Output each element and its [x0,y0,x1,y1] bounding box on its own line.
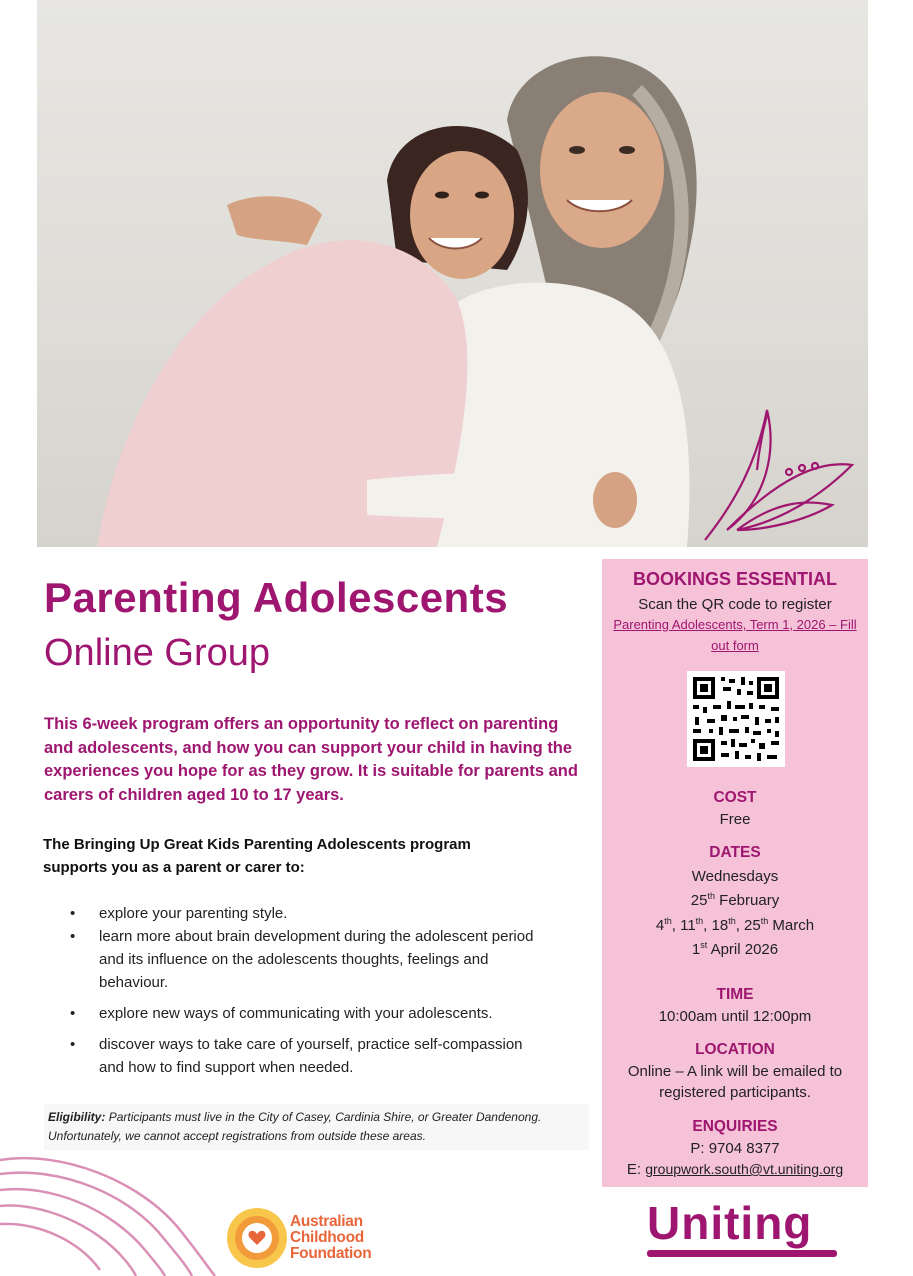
hero-photo [37,0,868,547]
decorative-swoosh [0,1150,240,1276]
enquiries-heading: ENQUIRIES [692,1118,778,1135]
dates-heading: DATES [709,844,761,861]
location-heading: LOCATION [695,1041,775,1058]
dates-weekday: Wednesdays [691,868,779,885]
page-subtitle: Online Group [44,632,271,674]
bullet-icon: • [70,1005,76,1022]
uniting-logo-underline [647,1250,837,1257]
cost-heading: COST [713,789,757,806]
bullet-icon: • [70,928,76,945]
time-heading: TIME [716,986,754,1003]
bullet-icon: • [70,1036,76,1053]
enquiries-email-line: E: groupwork.south@vt.uniting.org [626,1161,844,1178]
qr-code[interactable] [687,671,785,767]
program-lead: The Bringing Up Great Kids Parenting Adolescents program supports you as a parent or carer to: [43,836,471,876]
list-item-text: explore your parenting style. [99,905,288,922]
scan-instruction: Scan the QR code to register [638,596,832,613]
dates-march: 4th, 11th, 18th, 25th March [655,916,815,934]
bookings-heading: BOOKINGS ESSENTIAL [632,569,838,589]
dates-february: 25th February [690,891,780,909]
list-item-text: explore new ways of communicating with your adolescents. [99,1005,493,1022]
list-item-text: learn more about brain development during the adolescent period and its influence on the adolescents thoughts, feelings and behaviour. [99,928,534,991]
list-item [70,902,550,925]
eligibility-label: Eligibility: [48,1110,106,1124]
acf-sun-logo-icon [226,1207,288,1269]
booking-info-panel [602,559,868,1187]
dates-april: 1st April 2026 [691,940,779,958]
qr-code-icon [687,671,785,767]
bullet-icon: • [70,905,76,922]
list-item [70,1033,550,1079]
location-value: Online – A link will be emailed to registered participants. [627,1063,843,1101]
time-value: 10:00am until 12:00pm [658,1008,812,1025]
eligibility-text: Participants must live in the City of Casey, Cardinia Shire, or Greater Dandenong. Unfortunately, we cannot accept registrations from outside these areas. [48,1110,542,1143]
acf-logo-text: Australian Childhood Foundation [290,1213,372,1262]
list-item [70,1002,550,1025]
list-item [70,925,550,994]
eligibility-note [44,1104,589,1150]
page-title: Parenting Adolescents [44,574,509,621]
list-item-text: discover ways to take care of yourself, practice self-compassion and how to find support when needed. [99,1036,523,1076]
intro-paragraph: This 6-week program offers an opportunity to reflect on parenting and adolescents, and how you can support your child in having the experiences you hope for as they grow. It is suitable for parents and carers of children aged 10 to 17 years. [44,715,578,804]
program-benefits-list [70,902,550,1079]
enquiries-phone: P: 9704 8377 [690,1140,780,1157]
cost-value: Free [719,811,751,828]
hero-illustration [37,0,868,547]
enquiries-email-link[interactable]: groupwork.south@vt.uniting.org [645,1161,844,1177]
uniting-logo: Uniting [647,1197,813,1249]
registration-form-link[interactable]: Parenting Adolescents, Term 1, 2026 – Fill out form [613,617,857,653]
